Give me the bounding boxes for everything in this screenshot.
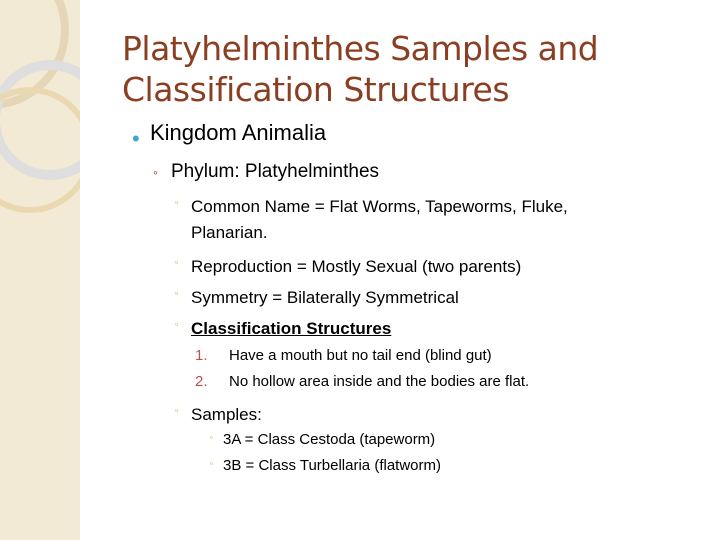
bullet-sample-2: ▫	[210, 459, 213, 468]
samples-heading: Samples:	[191, 405, 262, 424]
slide-title: Platyhelminthes Samples and Classification Structures	[122, 29, 599, 109]
bullet-l3-4: ▫	[175, 319, 179, 329]
bullet-l3-1: ▫	[175, 197, 179, 207]
phylum-text: Phylum: Platyhelminthes	[171, 161, 380, 182]
bullet-l3-2: ▫	[175, 257, 179, 267]
sample-3a-text: 3A = Class Cestoda (tapeworm)	[223, 431, 436, 448]
number-2: 2.	[195, 373, 208, 390]
symmetry-text: Symmetry = Bilaterally Symmetrical	[191, 288, 459, 307]
kingdom-text: Kingdom Animalia	[150, 120, 327, 145]
classification-structures-heading: Classification Structures	[191, 319, 392, 338]
reproduction-text: Reproduction = Mostly Sexual (two parents)	[191, 257, 522, 276]
bullet-l2: ◦	[153, 164, 158, 180]
common-name-text: Common Name = Flat Worms, Tapeworms, Fluke,	[191, 197, 568, 216]
numbered-item-1: Have a mouth but no tail end (blind gut)	[229, 347, 492, 364]
sample-3b-text: 3B = Class Turbellaria (flatworm)	[223, 457, 441, 474]
bullet-sample-1: ▫	[210, 433, 213, 442]
common-name-text-cont: Planarian.	[191, 223, 268, 242]
number-1: 1.	[195, 347, 208, 364]
bullet-l3-5: ▫	[175, 405, 179, 415]
numbered-item-2: No hollow area inside and the bodies are flat.	[229, 373, 530, 390]
bullet-l1: •	[132, 126, 140, 151]
bullet-l3-3: ▫	[175, 288, 179, 298]
